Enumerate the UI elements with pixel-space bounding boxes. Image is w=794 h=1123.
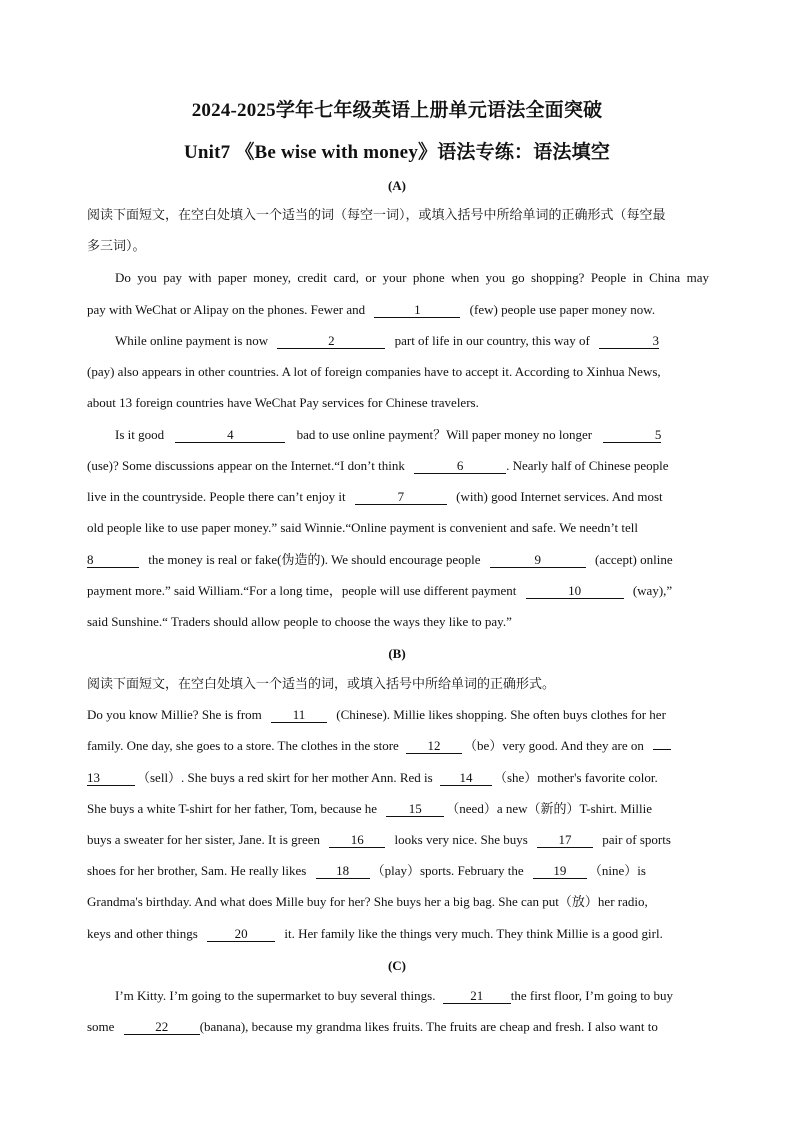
text-span: . Nearly half of Chinese people xyxy=(506,458,669,473)
blank-9[interactable]: 9 xyxy=(490,553,586,568)
paragraph-line xyxy=(87,738,709,754)
text-span: Do you know Millie? She is from xyxy=(87,707,262,722)
paragraph-line xyxy=(115,333,709,349)
text-span: （sell）. She buys a red skirt for her mother Ann. Red is xyxy=(137,770,433,785)
paragraph-line: Do you pay with paper money, credit card, or your phone when you go shopping? People in China may xyxy=(115,270,709,285)
paragraph-line xyxy=(87,489,709,505)
blank-14[interactable]: 14 xyxy=(440,771,492,786)
text-span: it. Her family like the things very much. They think Millie is a good girl. xyxy=(284,926,663,941)
paragraph-line: Grandma's birthday. And what does Mille buy for her? She buys her a big bag. She can put（放）her radio, xyxy=(87,894,648,909)
blank-19[interactable]: 19 xyxy=(533,864,587,879)
blank-1[interactable]: 1 xyxy=(374,303,460,318)
section-a-label: (A) xyxy=(387,178,407,193)
text-span: the first floor, I’m going to buy xyxy=(510,988,674,1003)
blank-17[interactable]: 17 xyxy=(537,833,593,848)
text-span: (banana), because my grandma likes fruits. The fruits are cheap and fresh. I also want to xyxy=(199,1019,658,1034)
blank-20[interactable]: 20 xyxy=(207,927,275,942)
paragraph-line: about 13 foreign countries have WeChat Pay services for Chinese travelers. xyxy=(87,395,479,410)
paragraph-line: old people like to use paper money.” said Winnie.“Online payment is convenient and safe. We needn’t tell xyxy=(87,520,639,535)
text-span: （need）a new（新的）T-shirt. Millie xyxy=(446,801,652,816)
text-span: shoes for her brother, Sam. He really likes xyxy=(87,863,307,878)
paragraph-line xyxy=(115,988,709,1004)
text-span: family. One day, she goes to a store. The clothes in the store xyxy=(87,738,399,753)
text-span: looks very nice. She buys xyxy=(394,832,528,847)
text-span: While online payment is now xyxy=(115,333,269,348)
paragraph-line xyxy=(115,427,709,443)
text-span: bad to use online payment？Will paper money no longer xyxy=(296,427,593,442)
blank-13-start[interactable] xyxy=(653,749,671,750)
paragraph-line xyxy=(87,801,709,817)
blank-18[interactable]: 18 xyxy=(316,864,370,879)
paragraph-line xyxy=(87,926,709,942)
text-span: (accept) online xyxy=(595,552,673,567)
text-span: the money is real or fake(伪造的). We should encourage people xyxy=(148,552,481,567)
text-span: (with) good Internet services. And most xyxy=(456,489,663,504)
paragraph-line xyxy=(87,1019,709,1035)
blank-6[interactable]: 6 xyxy=(414,459,506,474)
text-span: （nine）is xyxy=(588,863,646,878)
text-span: She buys a white T-shirt for her father, Tom, because he xyxy=(87,801,378,816)
blank-21[interactable]: 21 xyxy=(443,989,511,1004)
section-b-instruction: 阅读下面短文，在空白处填入一个适当的词，或填入括号中所给单词的正确形式。 xyxy=(87,676,556,691)
paragraph-line xyxy=(87,832,709,848)
blank-12[interactable]: 12 xyxy=(406,739,462,754)
text-span: I’m Kitty. I’m going to the supermarket to buy several things. xyxy=(115,988,436,1003)
blank-13[interactable]: 13 xyxy=(87,771,135,786)
worksheet-title: 2024-2025学年七年级英语上册单元语法全面突破 xyxy=(191,100,603,121)
paragraph-line xyxy=(87,707,709,723)
paragraph-line xyxy=(87,583,709,599)
blank-2[interactable]: 2 xyxy=(277,334,385,349)
paragraph-line: said Sunshine.“ Traders should allow people to choose the ways they like to pay.” xyxy=(87,614,512,629)
section-c-label: (C) xyxy=(387,958,407,973)
text-span: （play）sports. February the xyxy=(371,863,524,878)
text-span: pair of sports xyxy=(602,832,671,847)
text-span: live in the countryside. People there can’t enjoy it xyxy=(87,489,346,504)
text-span: (way),” xyxy=(632,583,673,598)
paragraph-line xyxy=(87,302,709,318)
section-a-instruction-cont: 多三词）。 xyxy=(87,238,146,253)
text-span: (use)? Some discussions appear on the Internet.“I don’t think xyxy=(87,458,405,473)
blank-5[interactable]: 5 xyxy=(603,428,661,443)
text-span: (few) people use paper money now. xyxy=(469,302,656,317)
section-b-label: (B) xyxy=(388,646,406,661)
paragraph-line xyxy=(87,552,709,568)
blank-22[interactable]: 22 xyxy=(124,1020,200,1035)
blank-15[interactable]: 15 xyxy=(386,802,444,817)
paragraph-line xyxy=(87,770,709,786)
text-span: buys a sweater for her sister, Jane. It is green xyxy=(87,832,321,847)
text-span: payment more.” said William.“For a long time，people will use different payment xyxy=(87,583,517,598)
blank-7[interactable]: 7 xyxy=(355,490,447,505)
text-span: (Chinese). Millie likes shopping. She often buys clothes for her xyxy=(336,707,666,722)
section-a-instruction: 阅读下面短文，在空白处填入一个适当的词（每空一词），或填入括号中所给单词的正确形式（每空最 xyxy=(87,207,666,222)
text-span: some xyxy=(87,1019,115,1034)
paragraph-line xyxy=(87,863,709,879)
text-span: pay with WeChat or Alipay on the phones. Fewer and xyxy=(87,302,366,317)
blank-16[interactable]: 16 xyxy=(329,833,385,848)
text-span: part of life in our country, this way of xyxy=(394,333,590,348)
blank-11[interactable]: 11 xyxy=(271,708,327,723)
blank-8[interactable]: 8 xyxy=(87,553,139,568)
text-span: （be）very good. And they are on xyxy=(464,738,644,753)
blank-10[interactable]: 10 xyxy=(526,584,624,599)
text-span: Is it good xyxy=(115,427,165,442)
blank-4[interactable]: 4 xyxy=(175,428,285,443)
blank-3[interactable]: 3 xyxy=(599,334,659,349)
paragraph-line xyxy=(87,458,709,474)
worksheet-subtitle: Unit7 《Be wise with money》语法专练：语法填空 xyxy=(183,142,611,163)
text-span: keys and other things xyxy=(87,926,198,941)
text-span: （she）mother's favorite color. xyxy=(493,770,658,785)
paragraph-line: (pay) also appears in other countries. A lot of foreign companies have to accept it. According to Xinhua News, xyxy=(87,364,661,379)
